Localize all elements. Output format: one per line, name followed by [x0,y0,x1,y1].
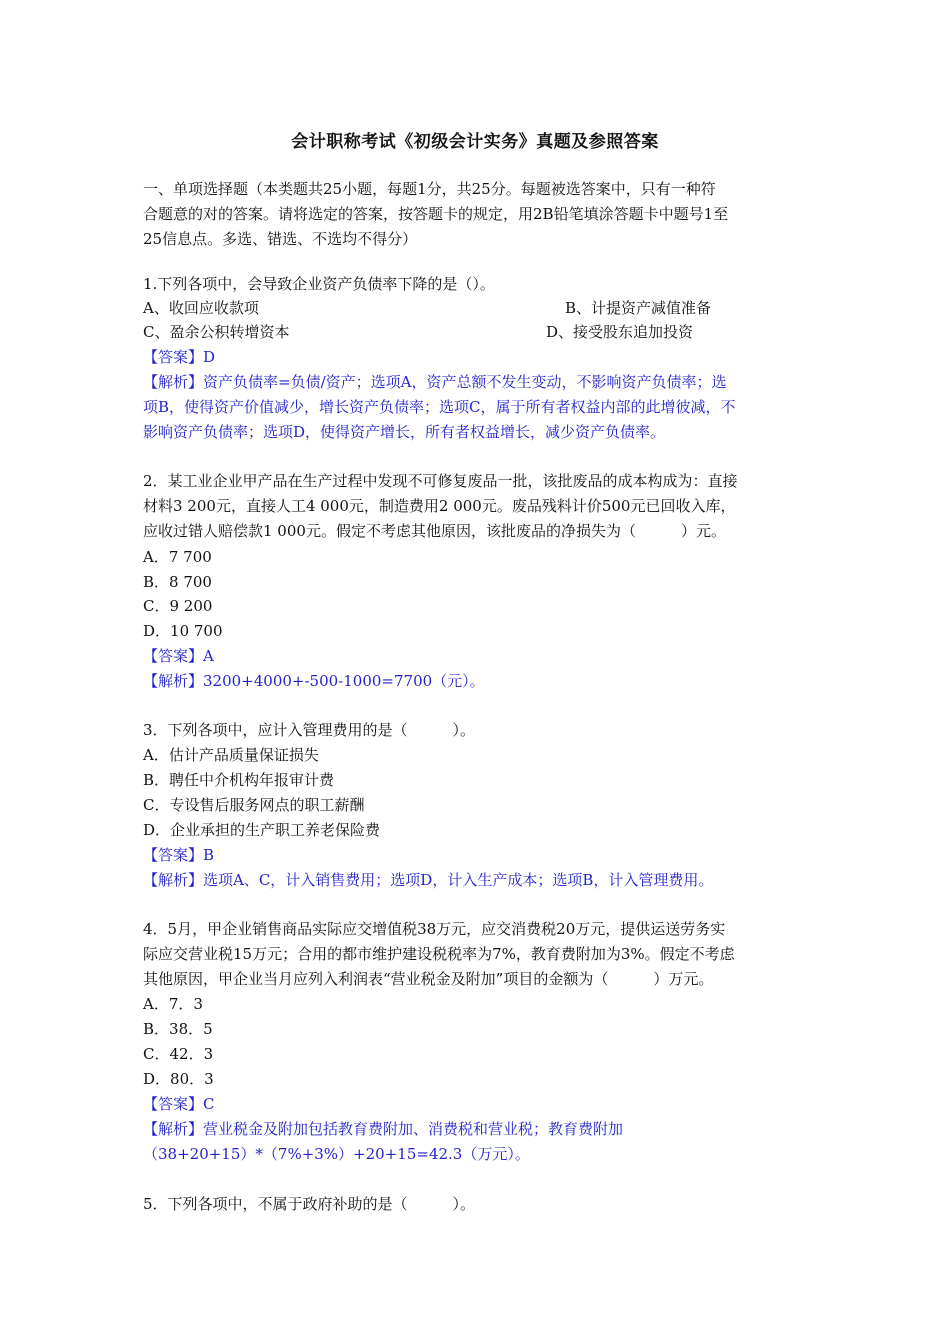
q1-answer: 【答案】D [143,348,216,366]
q2-stem-line-3: 应收过错人赔偿款1 000元。假定不考虑其他原因，该批废品的净损失为（ ）元。 [143,522,726,540]
q2-answer: 【答案】A [143,647,214,665]
q1-analysis-line-3: 影响资产负债率；选项D，使得资产增长，所有者权益增长，减少资产负债率。 [143,423,666,441]
q4-stem-line-1: 4．5月，甲企业销售商品实际应交增值税38万元，应交消费税20万元，提供运送劳务实 [143,920,726,938]
section-intro-line-2: 合题意的对的答案。请将选定的答案，按答题卡的规定，用2B铅笔填涂答题卡中题号1至 [143,205,729,223]
q4-option-d: D．80．3 [143,1070,214,1088]
q4-stem-line-3: 其他原因，甲企业当月应列入利润表“营业税金及附加”项目的金额为（ ）万元。 [143,970,714,988]
q2-analysis: 【解析】3200+4000+-500-1000=7700（元）。 [143,672,485,690]
q1-analysis-line-1: 【解析】资产负债率=负债/资产；选项A，资产总额不发生变动，不影响资产负债率；选 [143,373,727,391]
q4-option-c: C．42．3 [143,1045,214,1063]
q4-answer: 【答案】C [143,1095,215,1113]
q3-option-b: B．聘任中介机构年报审计费 [143,771,335,789]
q4-option-a: A．7．3 [143,995,203,1013]
q1-option-c: C、盈余公积转增资本 [143,323,290,341]
q2-stem-line-1: 2．某工业企业甲产品在生产过程中发现不可修复废品一批，该批废品的成本构成为：直接 [143,472,738,490]
q3-option-a: A．估计产品质量保证损失 [143,746,319,764]
q1-analysis-line-2: 项B，使得资产价值减少，增长资产负债率；选项C，属于所有者权益内部的此增彼减，不 [143,398,736,416]
section-intro-line-3: 25信息点。多选、错选、不选均不得分） [143,230,418,248]
q4-option-b: B．38．5 [143,1020,213,1038]
q2-option-d: D．10 700 [143,622,223,640]
q2-option-c: C．9 200 [143,597,213,615]
q1-option-d: D、接受股东追加投资 [546,323,694,341]
page-title: 会计职称考试《初级会计实务》真题及参照答案 [291,132,659,152]
q3-stem: 3．下列各项中，应计入管理费用的是（ ）。 [143,721,476,739]
section-intro-line-1: 一、单项选择题（本类题共25小题，每题1分，共25分。每题被选答案中，只有一种符 [143,180,716,198]
q1-option-a: A、收回应收款项 [143,299,259,317]
q3-option-c: C．专设售后服务网点的职工薪酬 [143,796,365,814]
q4-stem-line-2: 际应交营业税15万元；合用的都市维护建设税税率为7%，教育费附加为3%。假定不考虑 [143,945,735,963]
q2-option-b: B．8 700 [143,573,212,591]
q5-stem: 5．下列各项中，不属于政府补助的是（ ）。 [143,1195,476,1213]
q2-option-a: A．7 700 [143,548,212,566]
q1-option-b: B、计提资产减值准备 [565,299,712,317]
q3-analysis: 【解析】选项A、C，计入销售费用；选项D，计入生产成本；选项B，计入管理费用。 [143,871,714,889]
q4-analysis-line-2: （38+20+15）*（7%+3%）+20+15=42.3（万元）。 [143,1145,530,1163]
q4-analysis-line-1: 【解析】营业税金及附加包括教育费附加、消费税和营业税；教育费附加 [143,1120,624,1138]
q1-stem: 1.下列各项中，会导致企业资产负债率下降的是（）。 [143,275,495,293]
q3-option-d: D．企业承担的生产职工养老保险费 [143,821,381,839]
q3-answer: 【答案】B [143,846,215,864]
q2-stem-line-2: 材料3 200元，直接人工4 000元，制造费用2 000元。废品残料计价500元已回收入库， [143,497,736,515]
